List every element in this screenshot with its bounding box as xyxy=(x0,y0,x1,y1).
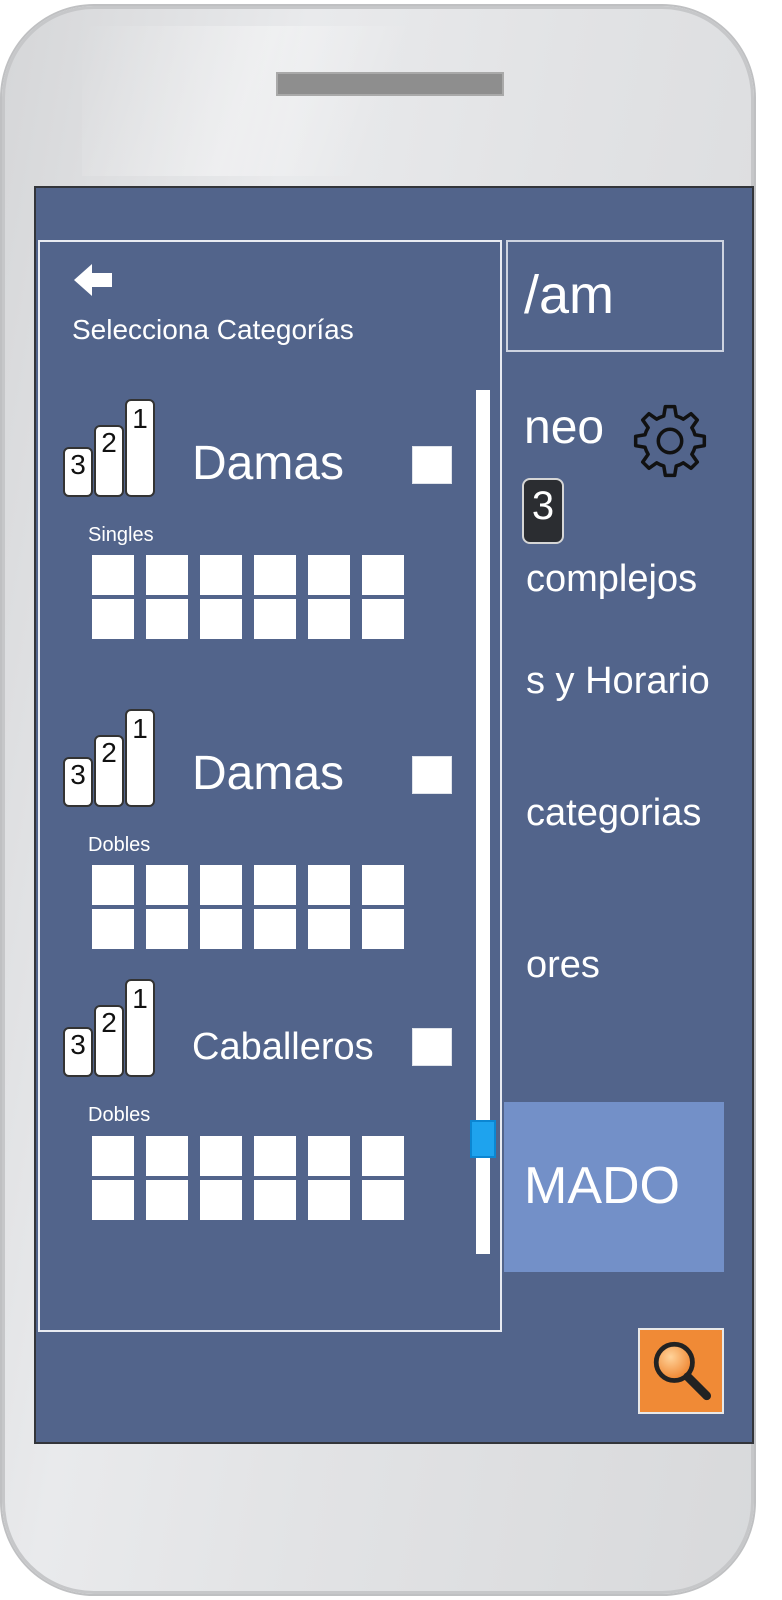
podium-second: 2 xyxy=(101,737,117,768)
podium-first: 1 xyxy=(132,983,148,1014)
category-type: Dobles xyxy=(88,834,151,856)
category-name: Damas xyxy=(192,747,345,800)
podium-icon xyxy=(62,708,158,808)
slot-checkbox[interactable] xyxy=(308,865,350,905)
scrollbar-thumb[interactable] xyxy=(470,1120,496,1158)
slot-checkbox[interactable] xyxy=(254,865,296,905)
menu-item-jugadores[interactable]: ores xyxy=(526,944,600,986)
slot-checkbox[interactable] xyxy=(254,1136,296,1176)
podium-second: 2 xyxy=(101,1007,117,1038)
badge-third-place: 3 xyxy=(522,478,564,544)
time-field-text: /am xyxy=(524,265,615,325)
slot-checkbox[interactable] xyxy=(200,909,242,949)
menu-item-categorias[interactable]: categorias xyxy=(526,792,702,834)
slot-checkbox[interactable] xyxy=(308,555,350,595)
category-type: Singles xyxy=(88,524,154,546)
slot-checkbox[interactable] xyxy=(146,1136,188,1176)
podium-third: 3 xyxy=(70,449,86,480)
slot-checkbox[interactable] xyxy=(200,1136,242,1176)
slot-checkbox[interactable] xyxy=(362,599,404,639)
screen xyxy=(34,186,754,1444)
podium-icon xyxy=(62,978,158,1078)
slot-checkbox[interactable] xyxy=(362,1180,404,1220)
category-slot-grid xyxy=(92,865,404,949)
slot-checkbox[interactable] xyxy=(362,909,404,949)
phone-shine xyxy=(82,26,502,176)
slot-checkbox[interactable] xyxy=(200,599,242,639)
slot-checkbox[interactable] xyxy=(92,1136,134,1176)
podium-third: 3 xyxy=(70,1029,86,1060)
category-type: Dobles xyxy=(88,1104,151,1126)
slot-checkbox[interactable] xyxy=(308,1136,350,1176)
podium-first: 1 xyxy=(132,713,148,744)
slot-checkbox[interactable] xyxy=(92,1180,134,1220)
category-checkbox[interactable] xyxy=(412,446,452,484)
podium-icon xyxy=(62,398,158,498)
main-action-label: MADO xyxy=(524,1157,680,1215)
slot-checkbox[interactable] xyxy=(254,1180,296,1220)
category-selector-panel xyxy=(38,240,502,1332)
slot-checkbox[interactable] xyxy=(92,909,134,949)
podium-second: 2 xyxy=(101,427,117,458)
panel-title: Selecciona Categorías xyxy=(72,314,354,345)
gear-icon[interactable] xyxy=(631,402,709,480)
slot-checkbox[interactable] xyxy=(146,865,188,905)
slot-checkbox[interactable] xyxy=(92,555,134,595)
slot-checkbox[interactable] xyxy=(92,599,134,639)
slot-checkbox[interactable] xyxy=(146,1180,188,1220)
category-checkbox[interactable] xyxy=(412,756,452,794)
podium-first: 1 xyxy=(132,403,148,434)
slot-checkbox[interactable] xyxy=(254,599,296,639)
phone-frame xyxy=(2,6,754,1594)
speaker-grille xyxy=(276,72,504,96)
slot-checkbox[interactable] xyxy=(200,865,242,905)
slot-checkbox[interactable] xyxy=(92,865,134,905)
podium-third: 3 xyxy=(70,759,86,790)
slot-checkbox[interactable] xyxy=(254,909,296,949)
category-name: Damas xyxy=(192,437,345,490)
slot-checkbox[interactable] xyxy=(308,599,350,639)
category-slot-grid xyxy=(92,555,404,639)
main-action-button[interactable] xyxy=(504,1102,724,1272)
slot-checkbox[interactable] xyxy=(362,555,404,595)
slot-checkbox[interactable] xyxy=(146,599,188,639)
category-checkbox[interactable] xyxy=(412,1028,452,1066)
slot-checkbox[interactable] xyxy=(146,555,188,595)
slot-checkbox[interactable] xyxy=(254,555,296,595)
slot-checkbox[interactable] xyxy=(200,555,242,595)
slot-checkbox[interactable] xyxy=(308,1180,350,1220)
search-icon xyxy=(640,1330,722,1412)
torneo-label: neo xyxy=(524,401,605,454)
category-slot-grid xyxy=(92,1136,404,1220)
category-name: Caballeros xyxy=(192,1026,374,1068)
slot-checkbox[interactable] xyxy=(308,909,350,949)
menu-item-complejos[interactable]: complejos xyxy=(526,558,698,600)
slot-checkbox[interactable] xyxy=(200,1180,242,1220)
back-arrow-icon[interactable] xyxy=(72,262,114,298)
slot-checkbox[interactable] xyxy=(362,865,404,905)
slot-checkbox[interactable] xyxy=(146,909,188,949)
search-button[interactable] xyxy=(638,1328,724,1414)
menu-item-horario[interactable]: s y Horario xyxy=(526,660,710,702)
slot-checkbox[interactable] xyxy=(362,1136,404,1176)
